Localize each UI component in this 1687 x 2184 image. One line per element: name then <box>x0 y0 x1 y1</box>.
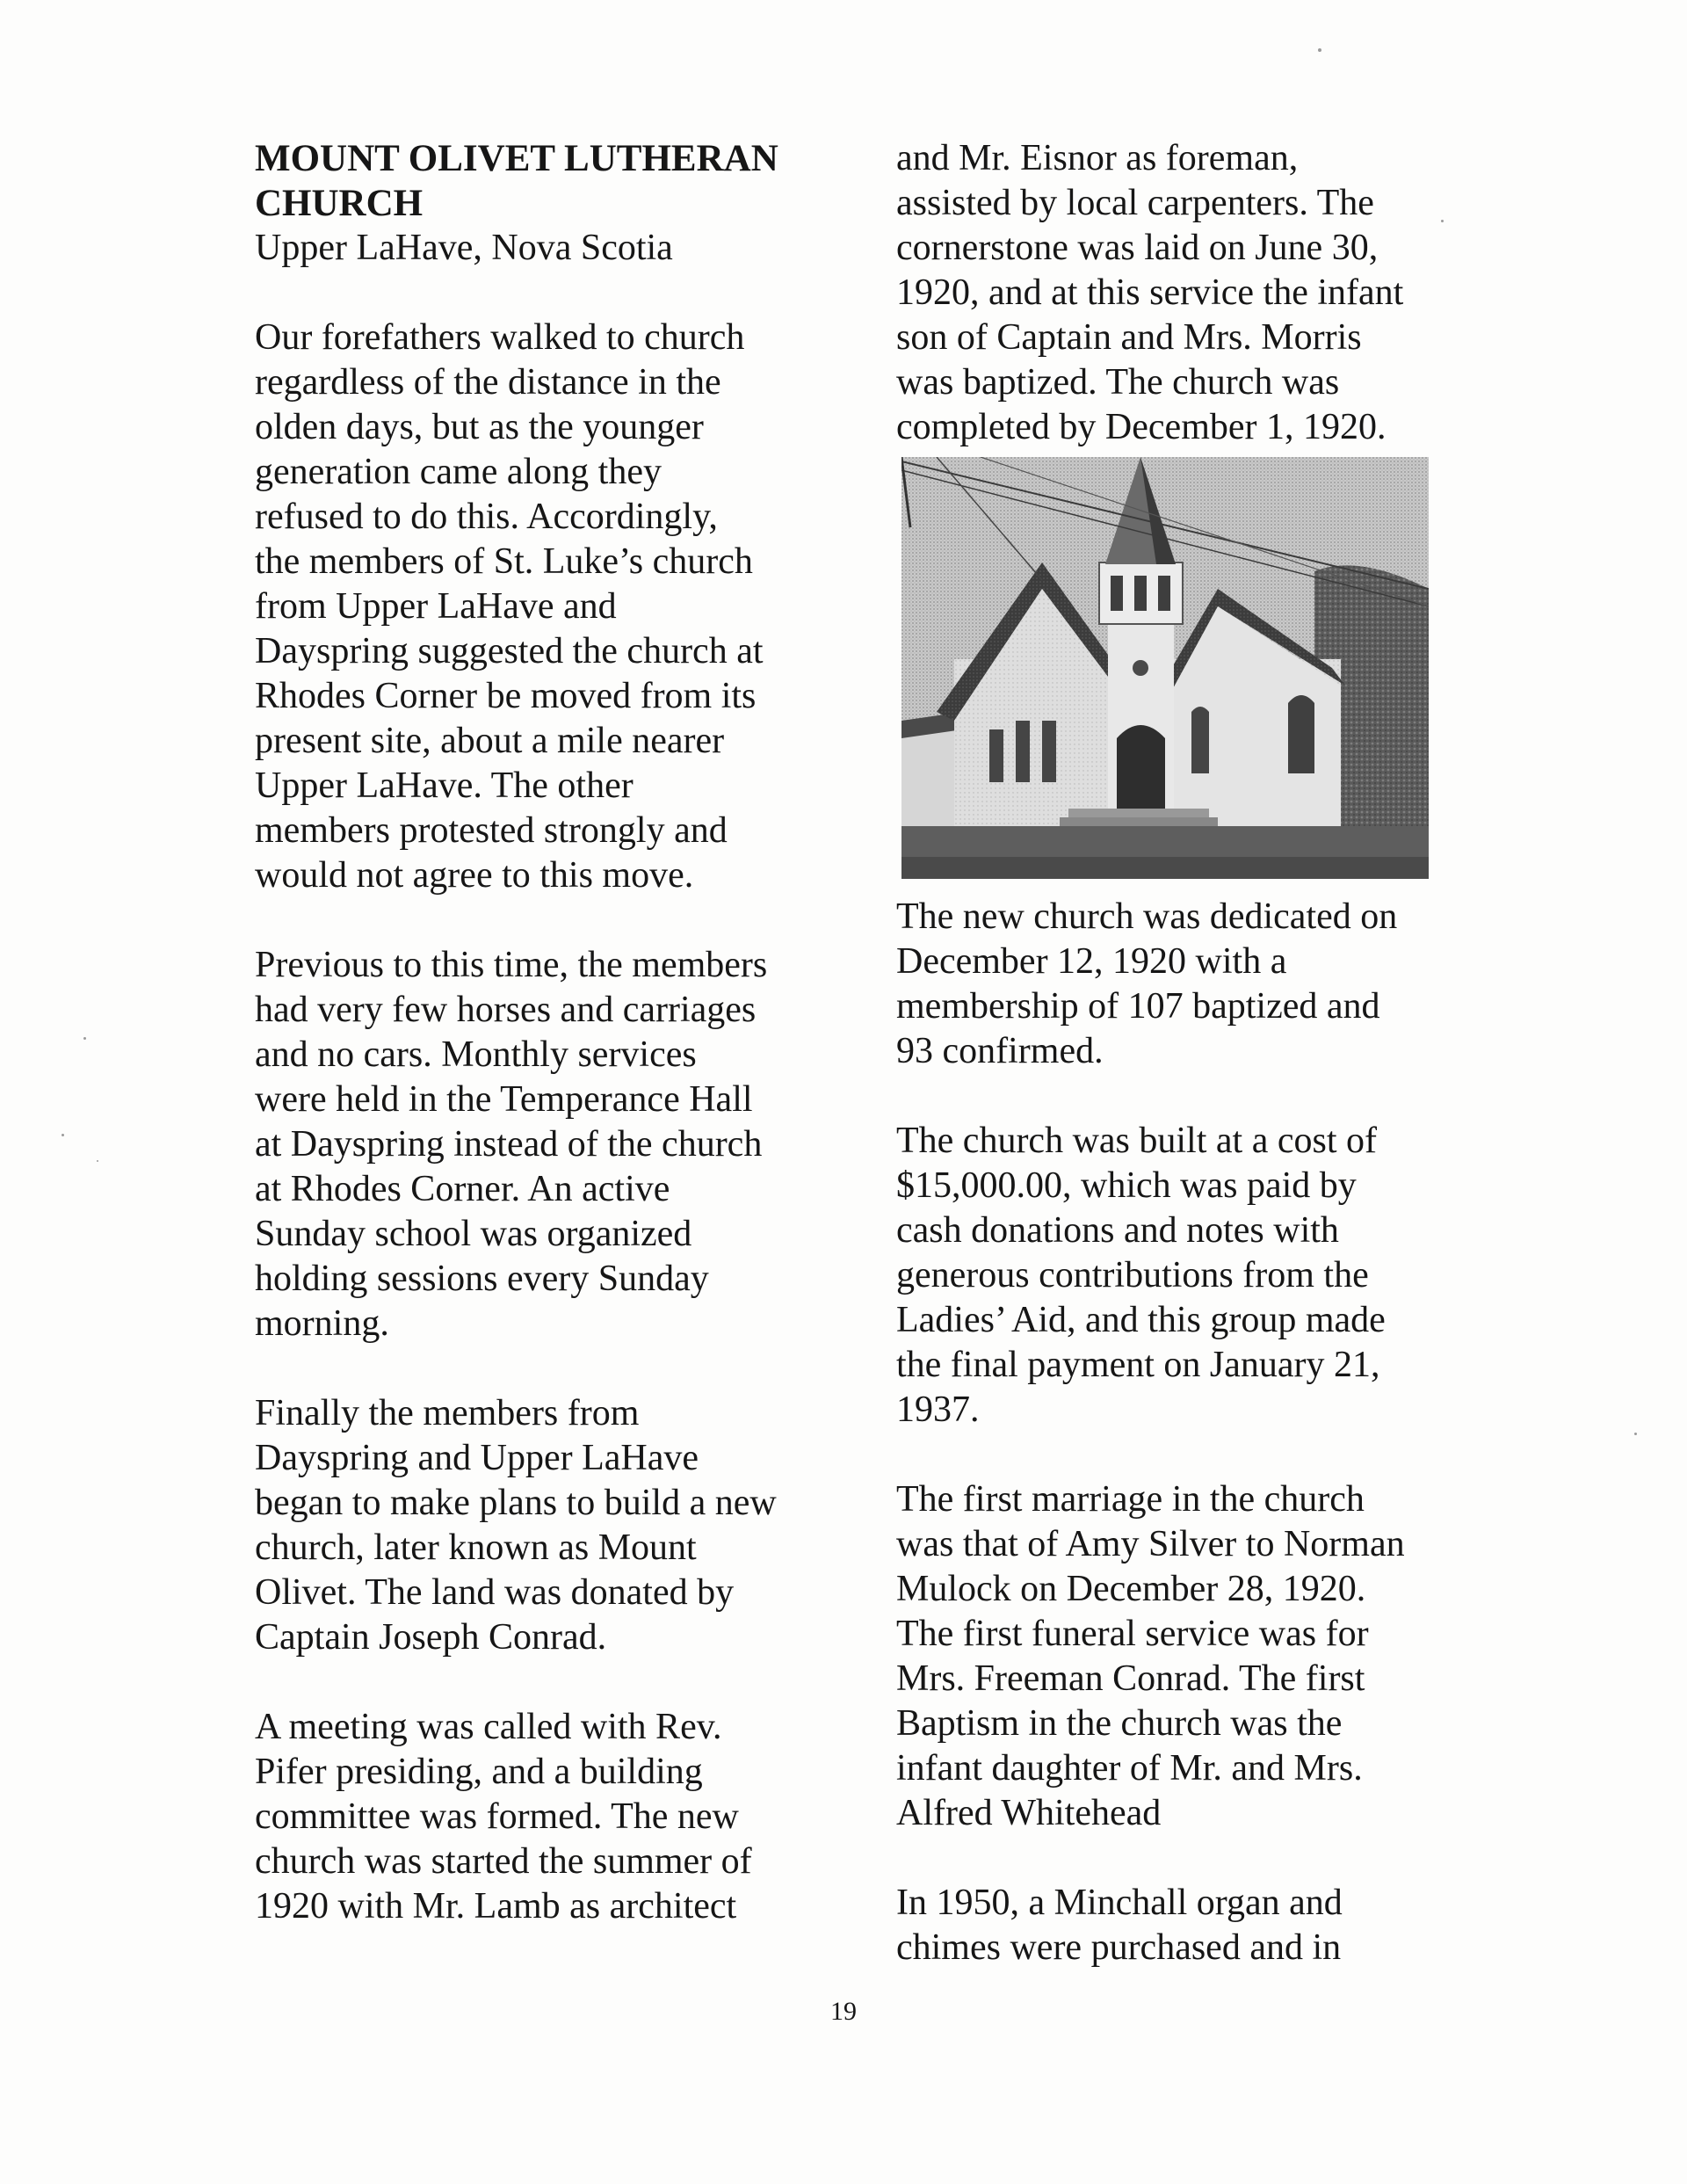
text-line: 1920 with Mr. Lamb as architect <box>255 1886 737 1926</box>
scan-speck <box>83 1037 86 1040</box>
scan-speck <box>1318 48 1321 52</box>
text-line: Captain Joseph Conrad. <box>255 1617 607 1658</box>
title-line: CHURCH <box>255 183 424 224</box>
paragraph <box>896 1119 1459 1433</box>
text-line: from Upper LaHave and <box>255 586 617 627</box>
text-line: Dayspring suggested the church at <box>255 631 764 671</box>
text-line: at Dayspring instead of the church <box>255 1124 763 1165</box>
text-line: December 12, 1920 with a <box>896 941 1287 982</box>
text-line: In 1950, a Minchall organ and <box>896 1883 1343 1923</box>
text-line: morning. <box>255 1303 389 1344</box>
text-line: Olivet. The land was donated by <box>255 1572 735 1613</box>
text-line: The first funeral service was for <box>896 1614 1369 1654</box>
text-line: The first marriage in the church <box>896 1479 1365 1520</box>
text-line: Our forefathers walked to church <box>255 317 745 358</box>
text-line: refused to do this. Accordingly, <box>255 497 718 537</box>
paragraph <box>896 895 1459 1074</box>
right-paragraphs <box>896 895 1459 1970</box>
paragraph <box>896 1881 1459 1970</box>
paragraph <box>255 1391 835 1660</box>
paragraph <box>255 316 835 898</box>
title-line: MOUNT OLIVET LUTHERAN <box>255 138 778 179</box>
text-line: Finally the members from <box>255 1393 640 1433</box>
text-line: son of Captain and Mrs. Morris <box>896 317 1362 358</box>
text-line: Dayspring and Upper LaHave <box>255 1438 699 1478</box>
article-subtitle: Upper LaHave, Nova Scotia <box>255 228 673 268</box>
text-line: present site, about a mile nearer <box>255 721 725 761</box>
text-line: Baptism in the church was the <box>896 1703 1343 1744</box>
text-line: infant daughter of Mr. and Mrs. <box>896 1748 1363 1789</box>
text-line: Alfred Whitehead <box>896 1793 1162 1833</box>
paragraph-gap <box>255 271 835 316</box>
church-photo <box>901 457 1429 879</box>
text-line: cash donations and notes with <box>896 1210 1339 1251</box>
paragraph-gap <box>896 1836 1459 1881</box>
text-line: Previous to this time, the members <box>255 945 768 985</box>
paragraph <box>255 1705 835 1929</box>
text-line: committee was formed. The new <box>255 1796 739 1837</box>
text-line: cornerstone was laid on June 30, <box>896 228 1379 268</box>
text-line: 1937. <box>896 1389 980 1430</box>
text-line: began to make plans to build a new <box>255 1483 777 1523</box>
text-line: were held in the Temperance Hall <box>255 1079 753 1120</box>
text-line: church, later known as Mount <box>255 1527 697 1568</box>
right-top-paragraph <box>896 136 1459 450</box>
paragraph <box>896 1477 1459 1836</box>
article-title <box>255 136 835 226</box>
text-line: olden days, but as the younger <box>255 407 704 447</box>
text-line: Pifer presiding, and a building <box>255 1752 703 1792</box>
text-line: was that of Amy Silver to Norman <box>896 1524 1405 1564</box>
text-line: and Mr. Eisnor as foreman, <box>896 138 1299 178</box>
text-line: was baptized. The church was <box>896 362 1340 403</box>
paragraph-gap <box>255 898 835 943</box>
scan-speck <box>97 1160 98 1162</box>
paragraph-gap <box>896 1074 1459 1119</box>
text-line: assisted by local carpenters. The <box>896 183 1374 223</box>
text-line: Rhodes Corner be moved from its <box>255 676 757 716</box>
paragraph-gap <box>255 1346 835 1391</box>
left-column <box>255 136 835 1929</box>
text-line: holding sessions every Sunday <box>255 1259 709 1299</box>
page-number: 19 <box>830 1997 857 2026</box>
text-line: Ladies’ Aid, and this group made <box>896 1300 1386 1340</box>
text-line: A meeting was called with Rev. <box>255 1707 722 1747</box>
text-line: Mrs. Freeman Conrad. The first <box>896 1658 1365 1699</box>
text-line: and no cars. Monthly services <box>255 1034 697 1075</box>
scan-speck <box>62 1134 64 1136</box>
text-line: The new church was dedicated on <box>896 896 1398 937</box>
text-line: 93 confirmed. <box>896 1031 1104 1071</box>
text-line: chimes were purchased and in <box>896 1927 1342 1968</box>
text-line: Mulock on December 28, 1920. <box>896 1569 1366 1609</box>
text-line: $15,000.00, which was paid by <box>896 1165 1357 1206</box>
text-line: The church was built at a cost of <box>896 1121 1377 1161</box>
left-paragraphs <box>255 271 835 1929</box>
text-line: Sunday school was organized <box>255 1214 692 1254</box>
text-line: church was started the summer of <box>255 1841 752 1882</box>
text-line: generous contributions from the <box>896 1255 1369 1295</box>
church-photo-image <box>901 457 1429 879</box>
text-line: Upper LaHave. The other <box>255 765 634 806</box>
text-line: had very few horses and carriages <box>255 990 757 1030</box>
text-line: the members of St. Luke’s church <box>255 541 753 582</box>
right-column <box>896 136 1459 1970</box>
paragraph <box>255 943 835 1346</box>
text-line: 1920, and at this service the infant <box>896 272 1404 313</box>
text-line: membership of 107 baptized and <box>896 986 1380 1027</box>
scan-speck <box>1441 220 1444 222</box>
text-line: would not agree to this move. <box>255 855 694 896</box>
paragraph-gap <box>255 1660 835 1705</box>
text-line: completed by December 1, 1920. <box>896 407 1387 447</box>
text-line: members protested strongly and <box>255 810 728 851</box>
text-line: generation came along they <box>255 452 662 492</box>
scan-speck <box>1634 1433 1637 1435</box>
paragraph-gap <box>896 1433 1459 1477</box>
text-line: at Rhodes Corner. An active <box>255 1169 670 1209</box>
text-line: the final payment on January 21, <box>896 1345 1380 1385</box>
text-line: regardless of the distance in the <box>255 362 721 403</box>
